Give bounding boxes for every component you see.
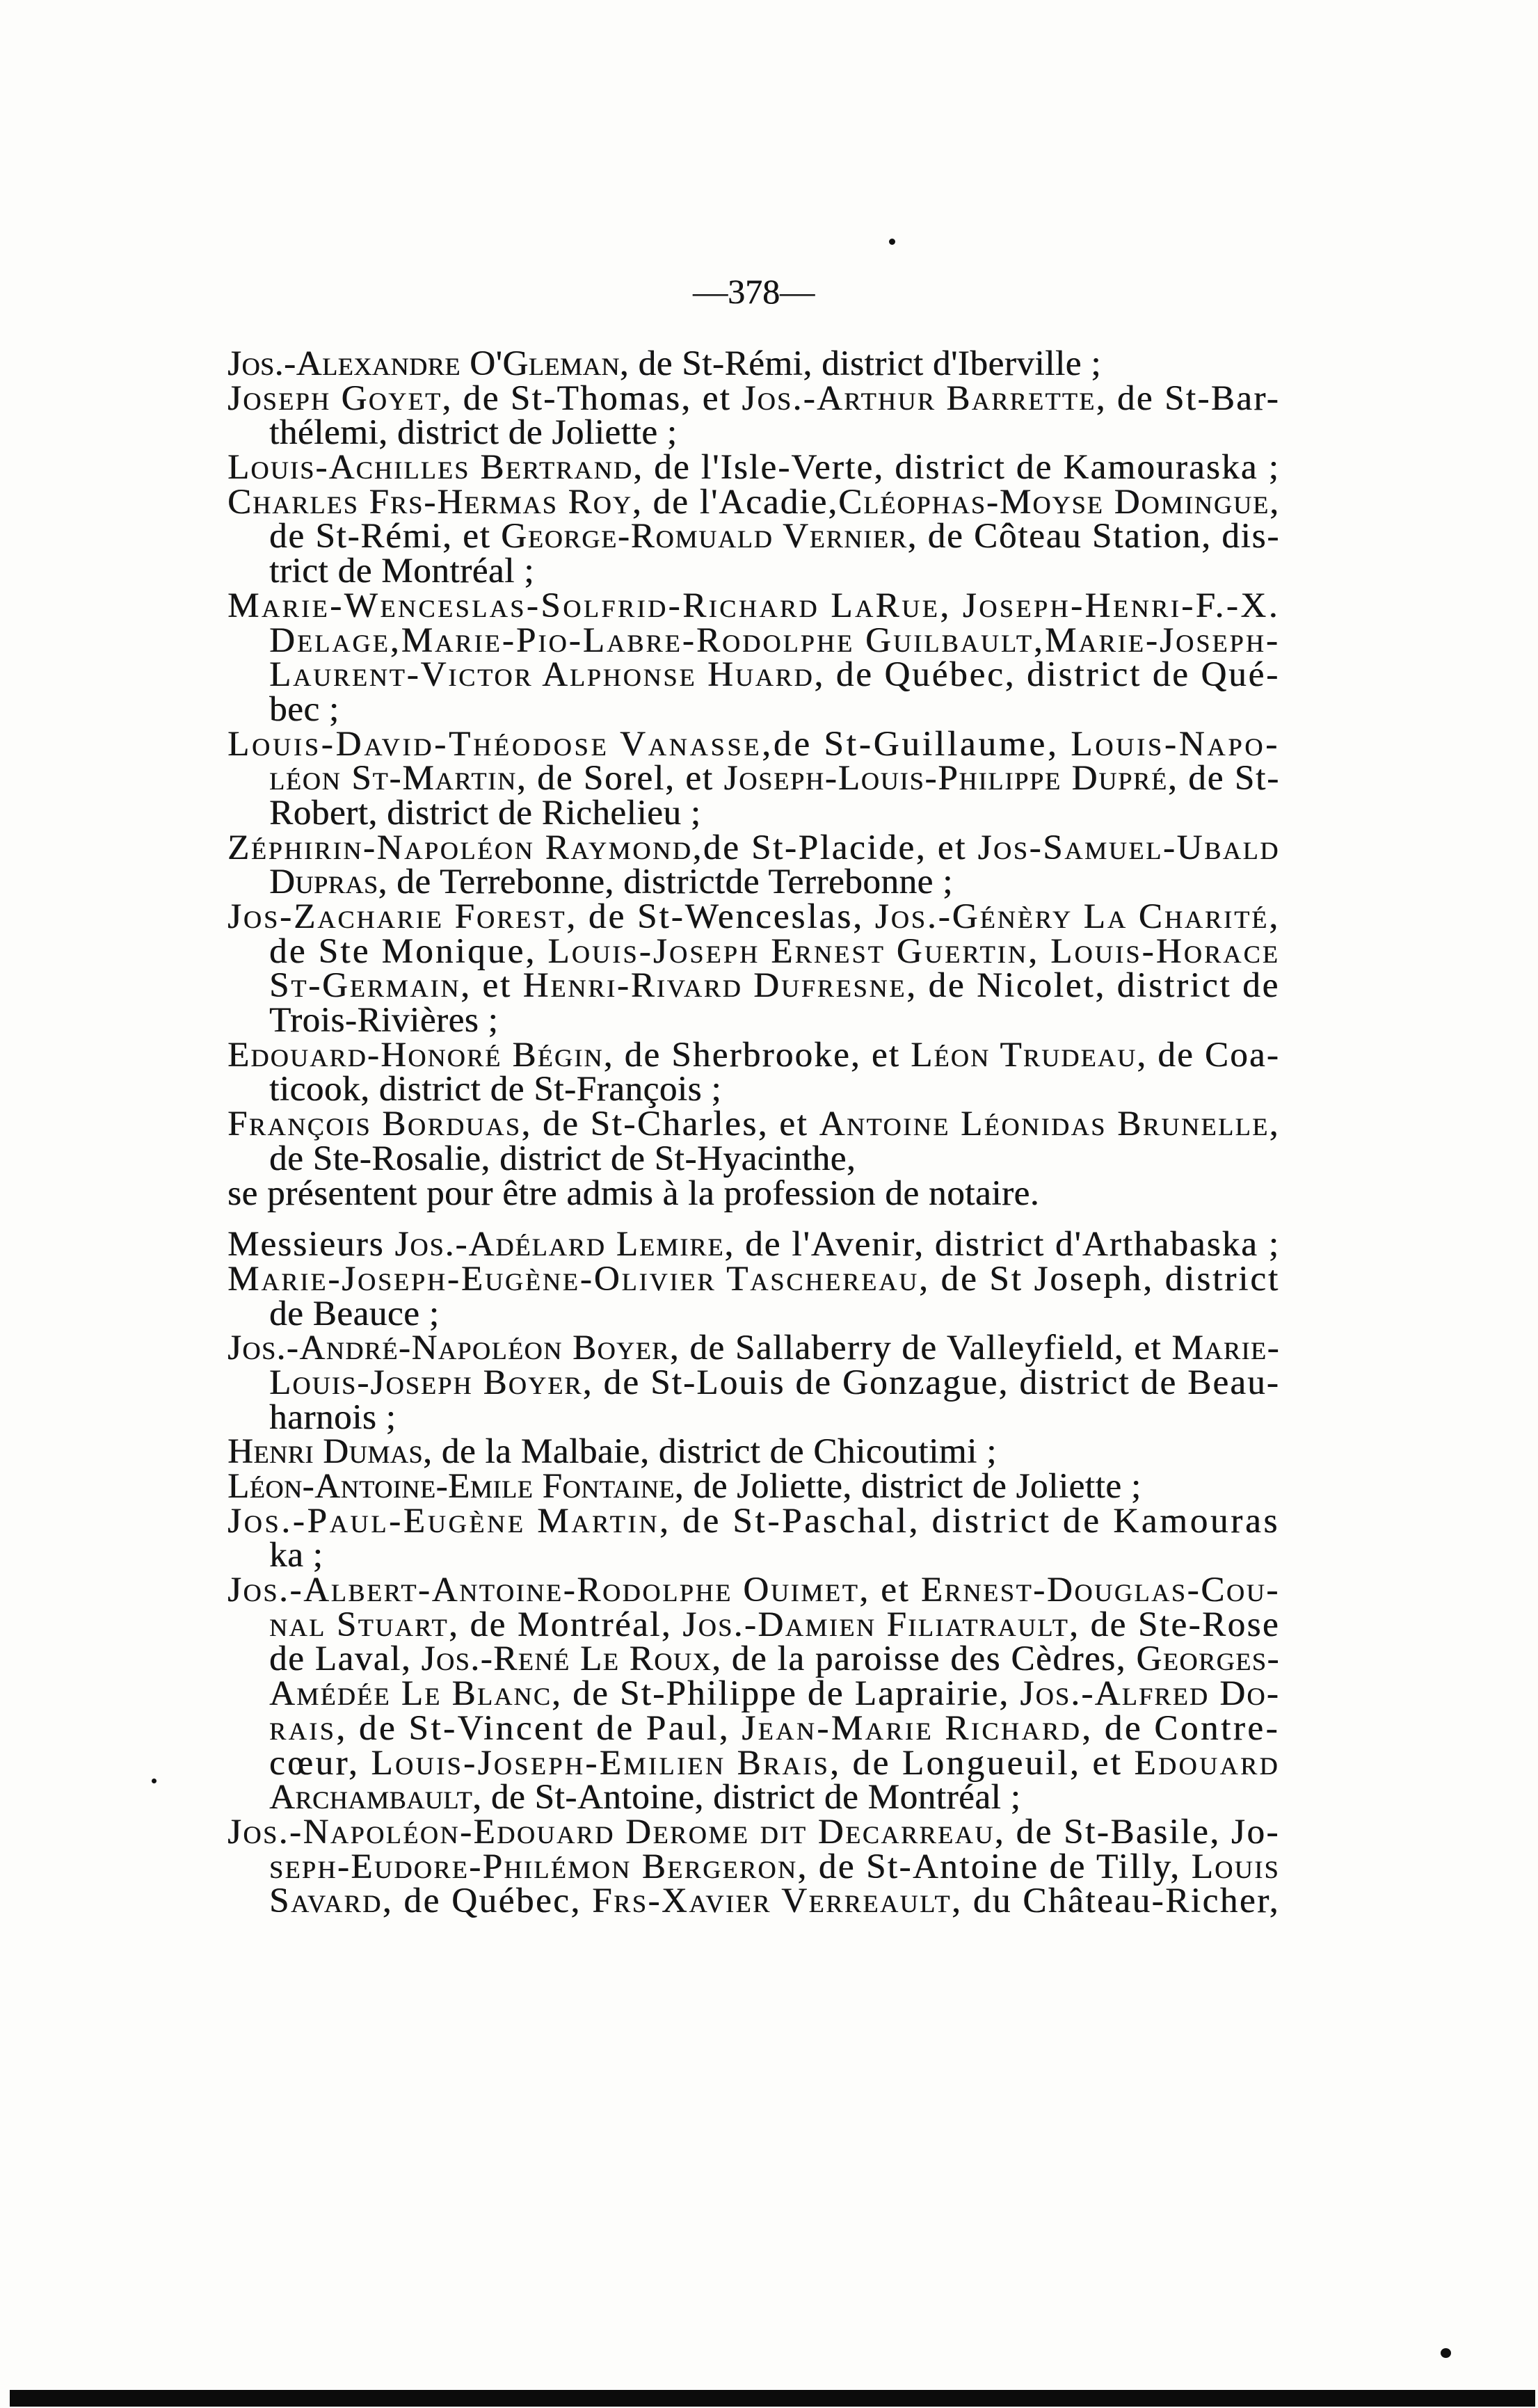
person-name: Jos.-Génèry La Charité [874,897,1269,936]
text-line [269,413,1280,453]
person-name: Marie-Pio-Labre-Rodolphe Guilbault [401,620,1034,660]
line-text [227,1501,1280,1541]
text-run: Robert, district de Richelieu ; [269,793,701,833]
text-run: , de Ste-Rose [1068,1605,1281,1644]
line-text [269,1881,1280,1921]
person-name: Dupras [269,862,378,902]
line-text [269,1294,440,1333]
text-run: , [940,586,963,625]
line-text [227,1035,1280,1075]
text-run: , de St-Antoine de Tilly, [797,1847,1192,1886]
line-text [269,1708,1280,1748]
text-run: , de Nicolet, district de [906,966,1280,1006]
text-run: cœur, [269,1743,371,1783]
text-run: , de St-Antoine, district de Montréal ; [472,1778,1021,1817]
line-text [269,554,534,589]
person-name: Archambault [269,1778,473,1817]
text-line [227,1259,1281,1299]
line-text [269,793,701,833]
entry [227,1173,1280,1213]
text-line [269,620,1280,660]
text-line [227,1501,1280,1541]
text-run: de Beauce ; [269,1294,440,1333]
text-run: , de Longueuil, et [830,1743,1135,1783]
text-line [269,966,1280,1006]
entry [227,1501,1280,1575]
text-run: , de Joliette, district de Joliette ; [674,1467,1142,1506]
text-line [269,554,1280,589]
text-line [227,1173,1280,1213]
text-line [227,1035,1280,1075]
line-text [269,966,1280,1006]
line-text [269,1070,722,1109]
line-text [227,828,1280,867]
text-run: , et [460,966,523,1006]
text-line [227,724,1281,764]
scan-speck [1441,2348,1451,2358]
person-name: George-Romuald Vernier [501,517,908,556]
line-text [269,1674,1280,1714]
text-run: , [1269,482,1280,522]
person-name: rais [269,1708,337,1748]
text-run: , de Sorel, et [516,759,724,798]
line-text [269,862,953,902]
text-line [269,1708,1280,1748]
text-run: , [1269,1105,1280,1144]
line-text [227,1107,1280,1142]
text-run: , de St-Paschal, district de Kamouras [659,1501,1280,1541]
text-run: , [390,620,401,660]
person-name: Louis-Horace [1050,931,1280,971]
text-run: bec ; [269,689,339,729]
line-text [269,517,1280,556]
line-text [269,413,678,453]
text-line [227,586,1280,625]
text-line [269,759,1280,798]
text-run: ka ; [269,1536,323,1575]
entry [227,1573,1280,1815]
scan-speck [889,239,895,245]
text-line [269,793,1280,833]
text-line [269,1139,1280,1178]
text-run: , de St-Charles, et [521,1105,819,1144]
page-number: —378— [693,272,815,311]
line-text [269,620,1280,660]
bottom-scan-border [10,2390,1535,2407]
text-run: , de Terrebonne, districtde Terrebonne ; [378,862,953,902]
line-text [227,1467,1142,1506]
person-name: Louis-Joseph Boyer [269,1363,583,1402]
text-run: , de St-Bar- [1096,378,1280,418]
text-run: , de St-Philippe de Laprairie, [552,1674,1020,1714]
person-name: Cléophas-Moyse Domingue [838,482,1270,522]
text-body [227,344,1281,1921]
person-name: Léon-Antoine-Emile Fontaine [227,1467,675,1506]
text-line [269,1847,1280,1886]
person-name: Louis-Achilles Bertrand [227,448,634,488]
person-name: Amédée Le Blanc [269,1674,552,1714]
person-name: Jos.-Alfred Do- [1020,1674,1280,1714]
text-run: , de St-Thomas, et [442,378,742,418]
entry-group [227,1225,1281,1921]
person-name: Savard [269,1881,383,1921]
person-name: Jos.-Adélard Lemire [394,1225,725,1265]
text-line [227,378,1280,418]
entry [227,1812,1280,1921]
person-name: Jos-Zacharie Forest [227,897,567,936]
entry [227,378,1280,453]
line-text [227,586,1280,625]
text-run: thélemi, district de Joliette ; [269,413,678,453]
text-line [227,344,1280,383]
text-run: trict de Montréal ; [269,552,535,591]
line-text [269,931,1280,971]
text-line [227,1107,1280,1142]
line-text [269,1363,1280,1402]
text-run: , de Montréal, [448,1605,683,1644]
text-line [269,1001,1280,1041]
text-line [269,931,1280,971]
text-run: , de Québec, district de Qué- [814,655,1280,695]
line-text [227,448,1280,488]
person-name: Jos.-André-Napoléon Boyer [227,1329,670,1368]
text-line [269,1294,1280,1333]
text-run: ,de St-Placide, et [692,828,978,867]
text-run: de Laval, [269,1639,422,1679]
person-name: Louis-Joseph Ernest Guertin [547,931,1029,971]
text-line [227,1573,1280,1608]
line-text [227,897,1280,936]
entry [227,1467,1280,1506]
text-line [227,828,1280,867]
text-line [269,862,1280,902]
text-run: de Ste Monique, [269,931,548,971]
text-run: , de Contre- [1082,1708,1280,1748]
entry [227,1432,1280,1472]
line-text [227,1173,1040,1213]
line-text [227,1225,1280,1265]
text-run: , de St-Basile, Jo- [994,1812,1280,1852]
entry [227,586,1280,729]
text-run: , de Côteau Station, dis- [907,517,1280,556]
text-run: , de l'Acadie, [632,482,839,522]
person-name: Jos.-René Le Roux [421,1639,712,1679]
person-name: Jean-Marie Richard [742,1708,1082,1748]
text-run: se présentent pour être admis à la profession de notaire. [227,1173,1040,1213]
text-run: , de Sallaberry de Valleyfield, et [669,1329,1172,1368]
text-run: , de la Malbaie, district de Chicoutimi ; [423,1432,997,1472]
line-text [269,1639,1280,1679]
text-line [227,1331,1280,1366]
text-line [269,1778,1280,1817]
text-run: ,de St-Guillaume, [762,724,1071,764]
text-run: , de l'Isle-Verte, district de Kamouraska ; [633,448,1280,488]
text-run: , de St-Wenceslas, [566,897,875,936]
text-run: , de Québec, [382,1881,593,1921]
text-line [227,1225,1280,1265]
text-run: , de St-Rémi, district d'Iberville ; [619,344,1102,383]
text-line [269,1881,1280,1921]
person-name: Jos.-Damien Filiatrault [682,1605,1069,1644]
text-run: , [1033,620,1045,660]
scan-speck [152,1779,157,1783]
person-name: Joseph-Louis-Philippe Dupré [723,759,1168,798]
text-run: , de Sherbrooke, et [603,1035,911,1075]
entry [227,1225,1280,1265]
person-name: Marie- [1171,1329,1280,1368]
line-text [269,689,339,729]
person-name: Léon Trudeau [911,1035,1137,1075]
line-text [227,1573,1280,1608]
text-line [227,448,1280,488]
text-line [269,1397,1280,1437]
text-run: , de Coa- [1137,1035,1280,1075]
text-line [269,1363,1280,1402]
text-line [269,1743,1280,1783]
line-text [227,1432,997,1472]
line-text [227,482,1280,522]
text-run: harnois ; [269,1397,396,1437]
person-name: Louis-Joseph-Emilien Brais [371,1743,831,1783]
person-name: Joseph Goyet [227,378,442,418]
text-line [227,1467,1280,1506]
text-line [269,517,1280,556]
entry [227,897,1280,1041]
text-run: , du Château-Richer, [952,1881,1280,1921]
line-text [227,378,1280,418]
person-name: St-Germain [269,966,461,1006]
text-line [269,689,1280,729]
line-text [227,344,1102,383]
text-line [227,1812,1280,1852]
person-name: seph-Eudore-Philémon Bergeron [269,1847,798,1886]
text-line [269,1639,1280,1679]
person-name: Louis-David-Théodose Vanasse [227,724,762,764]
text-run: , [1269,897,1280,936]
line-text [227,1331,1280,1366]
text-run: Trois-Rivières ; [269,1001,499,1041]
text-run: , de St-Louis de Gonzague, district de Beau- [582,1363,1280,1402]
text-run: , de St Joseph, district [919,1259,1281,1299]
text-line [269,1070,1280,1109]
person-name: Antoine Léonidas Brunelle [819,1105,1269,1144]
line-text [269,1743,1280,1783]
text-run: de St-Rémi, et [269,517,502,556]
person-name: Henri-Rivard Dufresne [522,966,907,1006]
person-name: Laurent-Victor Alphonse Huard [269,655,815,695]
person-name: Jos-Samuel-Ubald [977,828,1280,867]
text-line [227,1432,1280,1472]
person-name: Zéphirin-Napoléon Raymond [227,828,693,867]
text-line [269,1674,1280,1714]
line-text [227,1812,1280,1852]
entry [227,1035,1280,1109]
text-run: , de l'Avenir, district d'Arthabaska ; [724,1225,1280,1265]
person-name: Delage [269,620,390,660]
text-line [269,655,1280,695]
person-name: Ernest-Douglas-Cou- [920,1571,1280,1610]
text-run: , de St- [1167,759,1280,798]
person-name: Charles Frs-Hermas Roy [227,482,632,522]
text-run: , de la paroisse des Cèdres, [712,1639,1137,1679]
entry [227,344,1280,383]
entry [227,482,1280,591]
person-name: Edouard [1134,1743,1280,1783]
person-name: Joseph-Henri-F.-X. [962,586,1280,625]
person-name: Jos.-Alexandre O'Gleman [227,344,620,383]
line-text [269,1536,323,1575]
entry [227,448,1280,488]
entry [227,724,1281,833]
entry [227,1331,1280,1435]
person-name: nal Stuart [269,1605,449,1644]
entry-group [227,344,1281,1213]
text-line [269,1536,1280,1575]
text-run: , de St-Vincent de Paul, [336,1708,742,1748]
line-text [227,724,1281,764]
person-name: Jos.-Albert-Antoine-Rodolphe Ouimet [227,1571,860,1610]
person-name: Marie-Joseph- [1044,620,1280,660]
line-text [269,1139,856,1178]
line-text [269,759,1280,798]
line-text [269,655,1280,695]
line-text [269,1397,396,1437]
person-name: François Borduas [227,1105,522,1144]
text-run: ticook, district de St-François ; [269,1070,722,1109]
text-run: , [1028,931,1051,971]
person-name: Louis-Napo- [1071,724,1281,764]
text-run: , et [859,1571,921,1610]
entry [227,828,1280,902]
line-text [269,1605,1281,1644]
person-name: Marie-Wenceslas-Solfrid-Richard LaRue [227,586,940,625]
person-name: Edouard-Honoré Bégin [227,1035,604,1075]
person-name: Jos.-Arthur Barrette [742,378,1096,418]
person-name: Jos.-Paul-Eugène Martin [227,1501,659,1541]
text-run: Messieurs [227,1225,395,1265]
text-run: de Ste-Rosalie, district de St-Hyacinthe, [269,1139,856,1178]
text-line [227,897,1280,936]
person-name: Frs-Xavier Verreault [592,1881,952,1921]
person-name: Georges- [1136,1639,1280,1679]
line-text [269,1001,499,1041]
person-name: Jos.-Napoléon-Edouard Derome dit Decarreau [227,1812,995,1852]
line-text [269,1778,1021,1817]
entry [227,1107,1280,1176]
person-name: Henri Dumas [227,1432,424,1472]
line-text [227,1259,1281,1299]
text-line [227,482,1280,522]
entry [227,1259,1281,1333]
person-name: Marie-Joseph-Eugène-Olivier Taschereau [227,1259,920,1299]
line-text [269,1847,1280,1886]
text-line [269,1605,1281,1644]
person-name: léon St-Martin [269,759,517,798]
person-name: Louis [1191,1847,1280,1886]
